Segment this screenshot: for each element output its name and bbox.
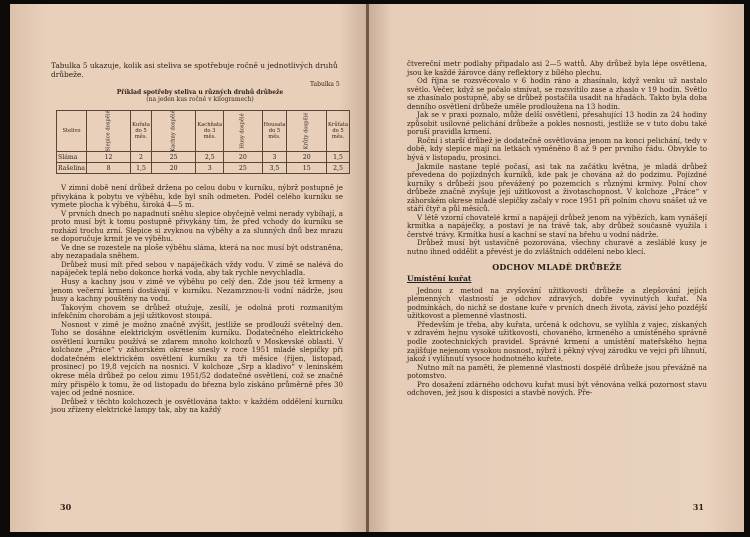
right-body-text bbox=[407, 60, 707, 398]
table-cell: Rašelina bbox=[58, 164, 85, 172]
page-number-left: 30 bbox=[60, 502, 72, 512]
paragraph: Ve dne se rozestele na ploše výběhu sláma, která na noc musí být odstraněna, aby nezapadala sněhem. bbox=[51, 242, 343, 261]
paragraph: Jakmile nastane teplé počasí, asi tak na začátku května, je mladá drůbež převedena do pojízdných kurníků, kde pak je chována až do podzimu. Pojízdné kurníky s drůbeží jsou převážený po pozemcích s různými krmivy. Polní chov drůbeže značně zvyšuje její užitkovost a životaschopnost. V kolchoze „Práce“ v záhorském okrese mladé slepičky začaly v roce 1951 při polním chovu snášet už ve stáří čtyř a půl měsíců. bbox=[407, 161, 707, 214]
paragraph: V prvních dnech po napadnutí sněhu slepice obyčejně velmi nerady vybíhají, a proto musí být k tomu postupně přivykány tím, že před vchody do kurníku se rozhází trochu zrní. Slepice si zvyknou na výběhy a za slunných dnů bez mrazu se doporučuje krmit je ve výběhu. bbox=[51, 208, 343, 244]
book-spread bbox=[10, 4, 744, 532]
table-header-row bbox=[57, 111, 350, 152]
table-cell: 3,5 bbox=[262, 163, 287, 174]
table-header: Stelivo bbox=[57, 111, 87, 152]
table-header: Kachňata do 3 měs. bbox=[196, 111, 224, 152]
paragraph: Od října se rozsvěcovalo v 6 hodin ráno a zhasínalo, když venku už nastalo světlo. Večer, když se počalo stmívat, se rozsvítilo zase a zhaslo v 19 hodin. Světlo se zhasínalo postupně, aby se drůbež postačila usadit na hřadách. Takto byla doba denního osvětlení drůbeže uměle prodloužena na 13 hodin. bbox=[407, 76, 707, 111]
paragraph: V zimní době není drůbež držena po celou dobu v kurníku, nýbrž postupně je přivykána k pobytu ve výběhu, kde byl sníh odmeten. Podél celého kurníku se vymete plocha k výběhu, široká 4—5 m. bbox=[51, 183, 343, 210]
table-title: Příklad spotřeby steliva u různých druhů drůbeže bbox=[116, 89, 284, 96]
table-row bbox=[57, 163, 350, 174]
table-cell: 8 bbox=[86, 163, 130, 174]
table-header: Slepice dospělé bbox=[86, 111, 130, 152]
table-reference: Tabulka 5 bbox=[310, 81, 340, 88]
paragraph: Nosnost v zimě je možno značně zvýšit, jestliže se prodlouží světelný den. Toho se dosáhne elektrickým osvětlením kurníku. Dodatečného elektrického osvětlení kurníku používá se zdarem mnoho kolchozů v Moskevské oblasti. V kolchoze „Práce“ v záhorském okrese snesly v roce 1951 mladé slepičky při dodatečném elektrickém osvětlení kurníku za tři měsíce (říjen, listopad, prosinec) po 19,8 vejcích na nosnici. V kolchoze „Srp a kladivo“ v leninském okrese měla drůbež po celou zimu 1951/52 dodatečné osvětlení, což se značně míry přispělo k tomu, že od listopadu do března bylo získáno průměrně přes 30 vajec od jedné nosnice. bbox=[51, 319, 343, 398]
paragraph: Pro dosažení zdárného odchovu kuřat musí být věnována velká pozornost stavu odchoven, jež jsou k disposici a stavbě nových. Pře- bbox=[407, 379, 707, 398]
table-cell: 20 bbox=[287, 152, 327, 163]
table-cell: 2 bbox=[131, 152, 152, 163]
paragraph: Jednou z metod na zvyšování užitkovosti drůbeže a zlepšování jejích plemenných vlastností je odchov zdravých, dobře vyvinutých kuřat. Na podmínkách, do nichž se dostane kuře v prvních dnech života, závisí jeho pozdější užitkovost a plemenné vlastnosti. bbox=[407, 285, 707, 321]
table-caption bbox=[70, 89, 330, 104]
page-number-right: 31 bbox=[692, 502, 704, 512]
paragraph: Nutno mít na paměti, že plemenné vlastnosti dospělé drůbeže jsou převážně na potomstvo. bbox=[407, 362, 707, 381]
paragraph: Takovým chovem se drůbež otužuje, zesílí, je odolná proti rozmanitým infekčním chorobám a její užitkovost stoupá. bbox=[51, 302, 343, 321]
paragraph: čtvereční metr podlahy připadalo asi 2—5 wattů. Aby drůbež byla lépe osvětlena, jsou ke každé žárovce dány reflektory z bílého plechu. bbox=[407, 59, 707, 77]
table-cell: 2,5 bbox=[196, 152, 224, 163]
table-header: Krůty dospělé bbox=[287, 111, 327, 152]
table-cell: 3 bbox=[262, 152, 287, 163]
table-cell: 2,5 bbox=[327, 163, 350, 174]
paragraph: Husy a kachny jsou v zimě ve výběhu po celý den. Zde jsou též krmeny a jenom večerní krmení dostávají v kurníku. Nezamrznou-li vodní nádrže, jsou husy a kachny pouštěny na vodu. bbox=[51, 277, 343, 304]
table-cell: Sláma bbox=[57, 152, 87, 163]
paragraph: Jak se v praxi poznalo, může delší osvětlení, přesahující 13 hodin za 24 hodiny způsobit usilovné pelichání drůbeže a pokles nosnosti, jestliže se v tuto dobu také poruší pravidla krmení. bbox=[407, 110, 707, 137]
right-page bbox=[369, 4, 744, 532]
table-cell: 3 bbox=[196, 163, 224, 174]
paragraph: Roční i starší drůbež je dodatečně osvětlována jenom na konci pelichání, tedy v době, kdy slepice mají na letkách vyměněno 8 až 9 per prvního řádu. Obvykle to bývá v listopadu, prosinci. bbox=[407, 135, 707, 163]
table-header: Husy dospělé bbox=[224, 111, 262, 152]
paragraph: Drůbež musí být ustavičně pozorována, všechny churavé a zesláblé kusy je nutno ihned oddělit a převést je do zvláštních oddělení nebo klecí. bbox=[407, 238, 707, 257]
table-cell: 20 bbox=[151, 163, 195, 174]
table-header: Kachny dospělé bbox=[151, 111, 195, 152]
paragraph: Především je třeba, aby kuřata, určená k odchovu, se vylíhla z vajec, získaných v zdravém hejnu vysoké užitkovosti, chovaného, krmeného a umístěného správně podle zootechnických pravidel. Správné krmení a umístění mateřského hejna zajišťuje nejenom vysokou nosnost, nýbrž i pěkný vývoj zárodku ve vejci při líhnutí, jakož i vylíhnutí vysoce hodnotného kuřete. bbox=[407, 319, 707, 364]
bedding-table bbox=[56, 110, 350, 174]
table-header: Housata do 5 měs. bbox=[262, 111, 287, 152]
subsection-heading: Umístění kuřat bbox=[407, 274, 472, 284]
paragraph: Drůbež musí mít před sebou v napáječkách vždy vodu. V zimě se nalévá do napáječek teplá nebo dokonce horká voda, aby tak rychle nevychladla. bbox=[51, 259, 343, 278]
table-header: Kuřata do 5 měs. bbox=[131, 111, 152, 152]
table-cell: 25 bbox=[151, 152, 195, 163]
table-cell: 1,5 bbox=[131, 163, 152, 174]
table-cell: 20 bbox=[224, 152, 262, 163]
table-cell: 1,5 bbox=[327, 152, 350, 163]
table-row bbox=[57, 152, 350, 163]
section-heading: ODCHOV MLADÉ DRŮBEŽE bbox=[492, 261, 622, 272]
left-body-text bbox=[51, 184, 343, 415]
left-page bbox=[10, 4, 367, 532]
table-cell: 15 bbox=[287, 163, 327, 174]
table-cell: 12 bbox=[86, 152, 130, 163]
table-subtitle: (na jeden kus ročně v kilogramech) bbox=[146, 96, 254, 104]
table-intro: Tabulka 5 ukazuje, kolik asi steliva se spotřebuje ročně u jednotlivých druhů drůbeže. bbox=[51, 61, 338, 79]
table-header: Krůťata do 5 měs. bbox=[327, 111, 350, 152]
table-cell: 25 bbox=[224, 163, 262, 174]
paragraph: V létě vzorní chovatelé krmí a napájejí drůbež jenom na výbězích, kam vynášejí krmítka a napáječky, a postaví je na trávě tak, aby drůbež současně využila i čerstvé trávy. Krmítka husí a kachní se staví na břehu u vodní nádrže. bbox=[407, 212, 707, 239]
paragraph: Drůbež v těchto kolchozech je osvětlována takto: v každém oddělení kurníku jsou zřízeny elektrické lampy tak, aby na každý bbox=[51, 396, 343, 415]
